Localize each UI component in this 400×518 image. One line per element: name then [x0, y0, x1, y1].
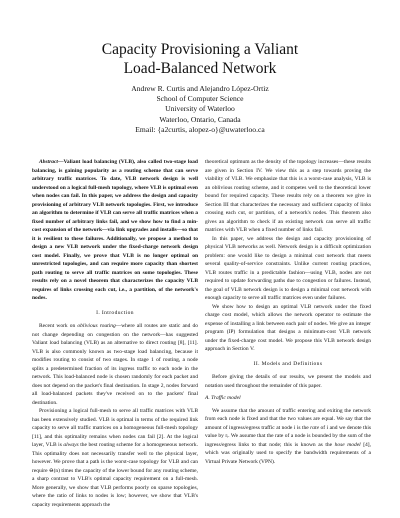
intro-p2-text-b: the best routing scheme for a homogeneous network. This optimality does not necessarily transfer well to the physical layer, however. We prove that a path is the worst-case topology for VLB and can require ⊖(n) times the capacity of the lower bound for any routing scheme, a sharp contrast to VLB's optimal capacity requirement on a full-mesh. More generally, we show that VLB performs poorly on sparse topologies, where the ratio of links to nodes is low; however, we show that VLB's capacity requirements approach the: [32, 442, 198, 508]
intro-paragraph-1: [32, 322, 198, 407]
title-line-2: Load-Balanced Network: [123, 60, 277, 77]
affiliation-university: University of Waterloo: [165, 104, 235, 114]
affiliation-school: School of Computer Science: [156, 94, 244, 104]
right-paragraph-3: We show how to design an optimal VLB network under the fixed charge cost model, which allows the network operator to estimate the expense of installing a link between each pair of nodes. We give an integer program (IP) formulation that designs a minimum-cost VLB network under the fixed-charge cost model. We propose this VLB network design approach in Section V.: [205, 303, 371, 352]
author-block: [0, 84, 400, 135]
abstract: [32, 158, 198, 303]
subsection-heading-traffic-model: A. Traffic model: [205, 395, 241, 401]
paper-title: [0, 40, 400, 78]
section-heading-models: II. Models and Definitions: [253, 360, 323, 367]
author-email: Email: {a2curtis, alopez-o}@uwaterloo.ca: [135, 124, 265, 134]
traffic-p1-emphasis-rate: rate: [310, 424, 320, 431]
traffic-p1-emphasis-hose-model: hose model: [334, 441, 361, 448]
traffic-paragraph-1: [205, 407, 371, 467]
title-line-1: Capacity Provisioning a Valiant: [101, 41, 299, 58]
intro-paragraph-2: [32, 407, 198, 509]
intro-p2-emphasis: always: [63, 442, 79, 448]
intro-p1-text-b: —where all routes are static and do not change depending on congestion on the network—has suggested Valiant load balancing (VLB) as an alternative to direct routing [8], [11]. VLB is also commonly known as two-stage load balancing, because it modifies routing to consist of two stages. In stage 1 of routing, a node splits a predetermined fraction of its ingress traffic to each node in the network. This load-balanced node is chosen randomly for each packet and does not depend on the packet's final destination. In stage 2, nodes forward all load-balanced packets they've received on to the packets' final destination.: [32, 323, 199, 406]
left-column: [32, 158, 198, 509]
intro-p1-text-a: Recent work on: [39, 323, 78, 329]
author-names: Andrew R. Curtis and Alejandro López-Ortiz: [131, 84, 269, 93]
traffic-p1-text-b: of i and we denote this value by rᵢ. We assume that the rate of a node is bounded by the sum of the ingress/egress links to that node; this is known as the: [205, 424, 371, 448]
section-heading-introduction: I. Introduction: [96, 309, 134, 316]
traffic-p1-text-c: [4], which was originally used to specify the bandwidth requirements of a Virtual Private Network (VPN).: [205, 441, 372, 465]
intro-p1-emphasis: oblivious routing: [77, 323, 116, 329]
right-column: [205, 158, 371, 466]
abstract-text: —Valiant load balancing (VLB), also called two-stage load balancing, is gaining popularity as a routing scheme that can serve arbitrary traffic matrices. To date, VLB network design is well understood on a logical full-mesh topology, where VLB is optimal even when nodes can fail. In this paper, we address the design and capacity provisioning of arbitrary VLB network topologies. First, we introduce an algorithm to determine if VLB can serve all traffic matrices when a fixed number of arbitrary links fail, and we show how to find a min-cost expansion of the network—via link upgrades and installs—so that it is resilient to these failures. Additionally, we propose a method to design a new VLB network under the fixed-charge network design cost model. Finally, we prove that VLB is no longer optimal on unrestricted topologies, and can require more capacity than shortest path routing to serve all traffic matrices on some topologies. These results rely on a novel theorem that characterizes the capacity VLB requires of links crossing each cut, i.e., a partition, of the network's nodes.: [32, 159, 198, 301]
affiliation-location: Waterloo, Ontario, Canada: [159, 114, 241, 124]
abstract-label: Abstract: [39, 159, 58, 165]
right-paragraph-1: theoretical optimum as the density of the topology increases—these results are given in Section IV. We view this as a step towards proving the viability of VLB. We emphasize that this is a worst-case analysis, VLB is an oblivious routing scheme, and it competes well to the theoretical lower bound for required capacity. These results rely on a theorem we give in Section III that characterizes the necessary and sufficient capacity of links crossing each cut, or partition, of a network's nodes. This theorem also gives an algorithm to check if an existing network can serve all traffic matrices with VLB when a fixed number of links fail.: [205, 159, 371, 233]
intro-p2-text-a: Provisioning a logical full-mesh to serve all traffic matrices with VLB has been extensively studied. VLB is optimal in terms of the required link capacity to serve all traffic matrices on a homogeneous full-mesh topology [11], and this optimality remains when nodes can fail [2]. At the logical layer, VLB is: [32, 408, 198, 448]
right-paragraph-2: In this paper, we address the design and capacity provisioning of physical VLB networks as well. Network design is a difficult optimization problem: one would like to design a minimal cost network that meets several quality-of-service constraints. Unlike current routing practices, VLB routes traffic in a predictable fashion—using VLB, nodes are not required to update forwarding paths due to congestion or failures. Instead, the goal of VLB network design is to design a minimal cost network with enough capacity to serve all traffic matrices even under failures.: [205, 235, 371, 301]
traffic-p1-text-a: We assume that the amount of traffic entering and exiting the network from each node is fixed and that the two values are equal. We say that the amount of ingress/egress traffic at node i is the: [205, 407, 371, 431]
models-paragraph-1: Before giving the details of our results, we present the models and notation used throughout the remainder of this paper.: [205, 374, 371, 389]
